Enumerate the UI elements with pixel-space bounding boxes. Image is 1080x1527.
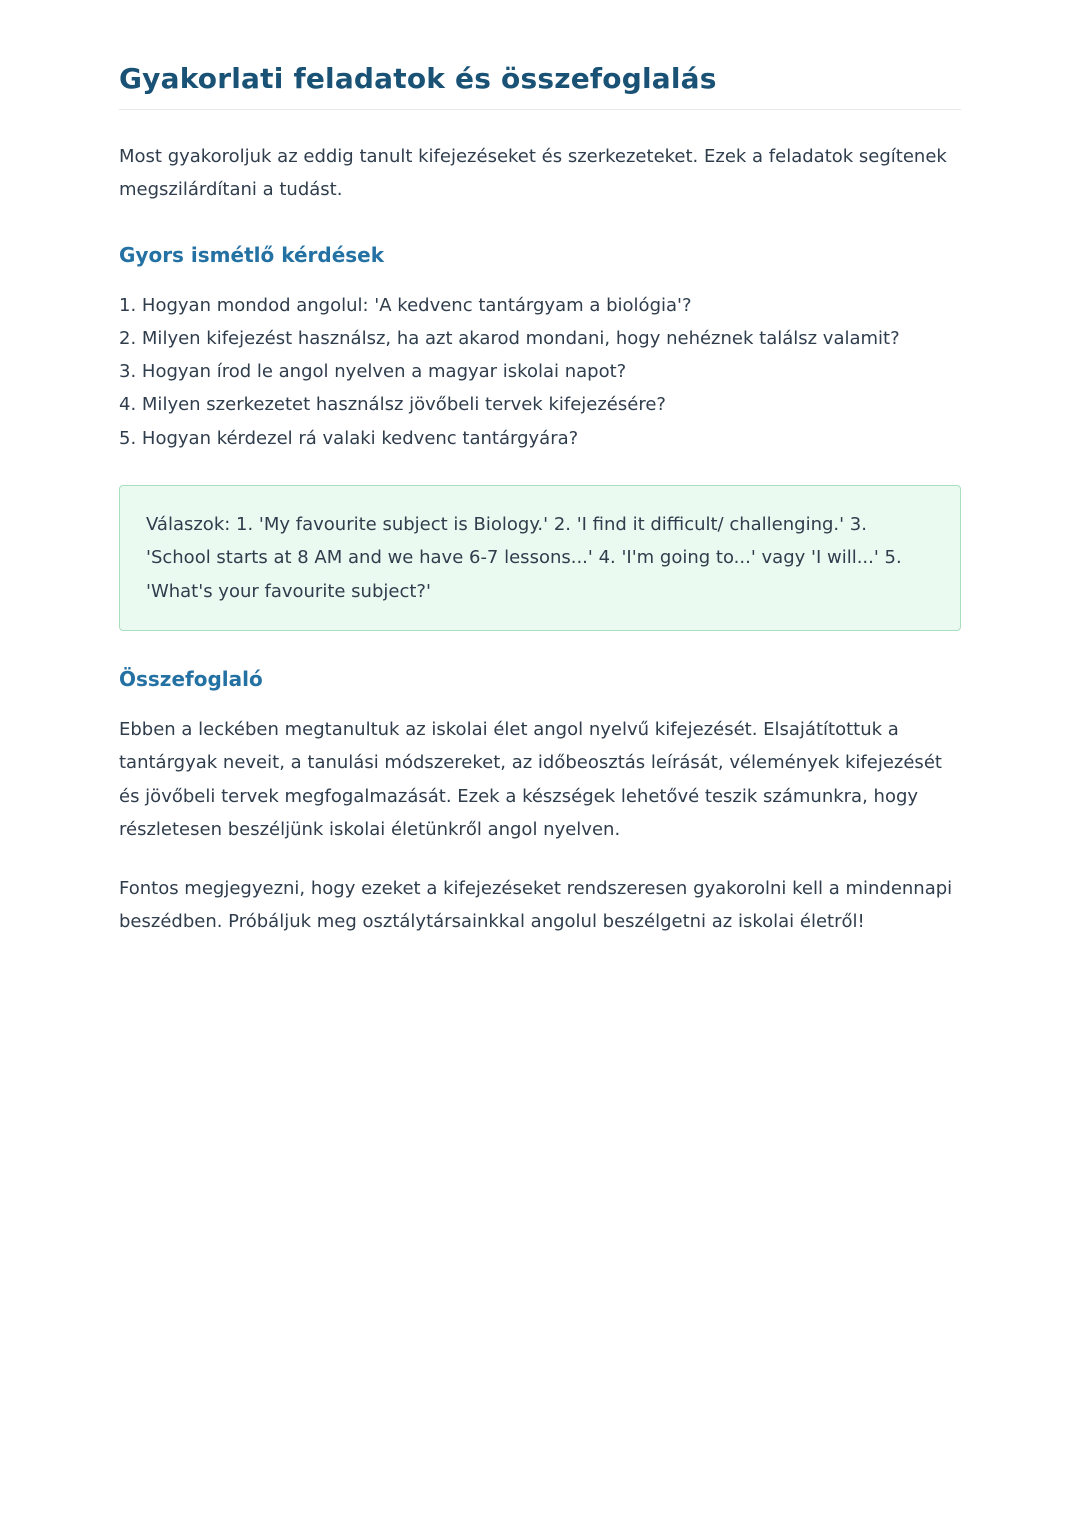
closing-paragraph: Fontos megjegyezni, hogy ezeket a kifejezéseket rendszeresen gyakorolni kell a mindennapi beszédben. Próbáljuk meg osztálytársainkkal angolul beszélgetni az iskolai életről! <box>119 878 953 933</box>
question-item-2: Milyen kifejezést használsz, ha azt akarod mondani, hogy nehéznek találsz valamit? <box>141 327 900 349</box>
question-item-3: Hogyan írod le angol nyelven a magyar iskolai napot? <box>141 361 627 383</box>
document-content <box>119 0 961 939</box>
title-divider <box>119 109 961 110</box>
question-item-4: Milyen szerkezetet használsz jövőbeli tervek kifejezésére? <box>141 394 666 416</box>
summary-paragraph: Ebben a leckében megtanultuk az iskolai élet angol nyelvű kifejezését. Elsajátítottuk a tantárgyak neveit, a tanulási módszereket, az időbeosztás leírását, vélemények kifejezését és jövőbeli tervek megfogalmazását. Ezek a készségek lehetővé teszik számunkra, hogy részletesen beszéljünk iskolai életünkről angol nyelven. <box>119 718 942 840</box>
summary-heading: Összefoglaló <box>119 666 263 691</box>
answers-text: Válaszok: 1. 'My favourite subject is Biology.' 2. 'I find it difficult/ challenging.' 3. 'School starts at 8 AM and we have 6-7 lessons...' 4. 'I'm going to...' vagy 'I will...' 5. 'What's your favourite subject?' <box>146 514 902 602</box>
intro-paragraph: Most gyakoroljuk az eddig tanult kifejezéseket és szerkezeteket. Ezek a feladatok segítenek megszilárdítani a tudást. <box>119 146 947 201</box>
page-title: Gyakorlati feladatok és összefoglalás <box>119 62 717 95</box>
question-item-1: Hogyan mondod angolul: 'A kedvenc tantárgyam a biológia'? <box>141 294 692 316</box>
question-item-5: Hogyan kérdezel rá valaki kedvenc tantárgyára? <box>141 427 579 449</box>
question-list <box>119 289 961 455</box>
quick-questions-heading: Gyors ismétlő kérdések <box>119 242 385 267</box>
answers-callout-box <box>119 485 961 631</box>
